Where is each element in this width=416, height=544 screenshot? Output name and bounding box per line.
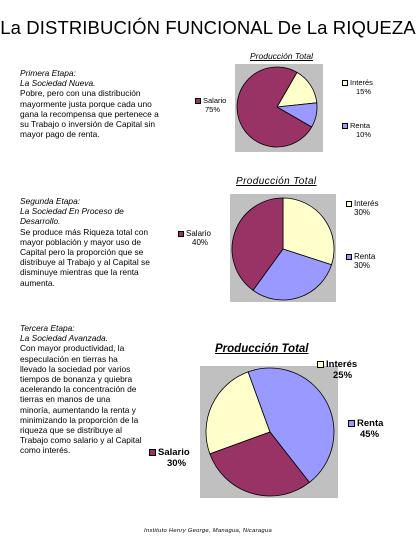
chart-2-pie bbox=[230, 194, 336, 302]
chart-1-salario-name: Salario bbox=[203, 96, 227, 105]
chart-3-pie bbox=[200, 366, 338, 498]
chart-1-label-salario bbox=[195, 97, 226, 114]
chart-1-label-interes bbox=[342, 79, 373, 96]
chart-1-salario-value: 75% bbox=[205, 104, 221, 114]
chart-2-label-interes bbox=[346, 199, 378, 217]
chart-1-interes-name: Interés bbox=[350, 78, 373, 87]
chart-3-title: Producción Total bbox=[215, 343, 309, 355]
chart-3-interes-value: 25% bbox=[333, 369, 353, 381]
chart-2-interes-name: Interés bbox=[354, 199, 379, 208]
page-title: La DISTRIBUCIÓN FUNCIONAL De La RIQUEZA bbox=[0, 17, 416, 38]
stage-1-subtitle: La Sociedad Nueva. bbox=[20, 78, 96, 89]
chart-1-renta-name: Renta bbox=[350, 121, 371, 130]
chart-1-interes-swatch bbox=[342, 80, 348, 86]
chart-1-title: Producción Total bbox=[250, 51, 314, 61]
chart-2-interes-swatch bbox=[346, 201, 352, 207]
chart-3-renta-swatch bbox=[348, 420, 355, 427]
chart-1 bbox=[185, 50, 385, 160]
chart-1-interes-value: 15% bbox=[356, 86, 372, 96]
chart-2-renta-name: Renta bbox=[354, 252, 376, 261]
chart-1-renta-swatch bbox=[342, 123, 348, 129]
chart-2-label-salario bbox=[178, 229, 211, 247]
stage-2-subtitle: La Sociedad En Proceso de Desarrollo. bbox=[20, 206, 124, 227]
chart-3-salario-value: 30% bbox=[167, 457, 187, 469]
stage-3-subtitle: La Sociedad Avanzada. bbox=[20, 333, 109, 344]
chart-2-renta-swatch bbox=[346, 254, 352, 260]
chart-1-label-renta bbox=[342, 122, 371, 139]
chart-1-pie bbox=[235, 64, 323, 152]
chart-3 bbox=[145, 340, 405, 500]
chart-3-salario-name: Salario bbox=[158, 447, 190, 458]
footer-credit: Instituto Henry George, Managua, Nicaragua bbox=[144, 528, 272, 534]
stage-2-text bbox=[20, 196, 150, 288]
stage-3-body: Con mayor productividad, la especulación en tierras ha llevado la sociedad por varios tiempos de bonanza y quiebra acelerando la concentración de tierras en manos de una minoría, aumentando la renta y minimizando la proporción de la riqueza que se distribuye al Trabajo como salario y al Capital como interés. bbox=[20, 343, 142, 456]
chart-3-renta-value: 45% bbox=[360, 428, 380, 440]
chart-2-title: Producción Total bbox=[236, 176, 317, 187]
chart-1-renta-value: 10% bbox=[356, 129, 372, 139]
stage-1-body: Pobre, pero con una distribución mayormente justa porque cada uno gana la recompensa que pertenece a su Trabajo o inversión de Capital sin mayor pago de renta. bbox=[20, 88, 159, 140]
chart-3-interes-swatch bbox=[317, 361, 324, 368]
chart-2-salario-swatch bbox=[178, 231, 184, 237]
chart-2-label-renta bbox=[346, 252, 375, 270]
chart-2 bbox=[170, 176, 395, 306]
stage-1-title: Primera Etapa: bbox=[20, 68, 76, 78]
chart-2-salario-name: Salario bbox=[186, 229, 211, 238]
chart-2-salario-value: 40% bbox=[192, 238, 209, 248]
chart-2-renta-value: 30% bbox=[354, 261, 371, 271]
stage-3-title: Tercera Etapa: bbox=[20, 323, 75, 333]
stage-3-text bbox=[20, 323, 142, 456]
stage-2-body: Se produce más Riqueza total con mayor población y mayor uso de Capital pero la proporción que se distribuye al Trabajo y al Capital se disminuye mientras que la renta aumenta. bbox=[20, 226, 150, 288]
chart-1-salario-swatch bbox=[195, 98, 201, 104]
chart-3-renta-name: Renta bbox=[357, 418, 384, 429]
chart-3-label-renta bbox=[348, 419, 383, 441]
chart-3-interes-name: Interés bbox=[326, 359, 358, 370]
chart-3-salario-swatch bbox=[149, 449, 156, 456]
chart-3-label-salario bbox=[149, 448, 190, 470]
stage-1-text bbox=[20, 68, 160, 139]
stage-2-title: Segunda Etapa: bbox=[20, 196, 81, 206]
chart-3-label-interes bbox=[317, 360, 357, 382]
chart-2-interes-value: 30% bbox=[354, 208, 371, 218]
